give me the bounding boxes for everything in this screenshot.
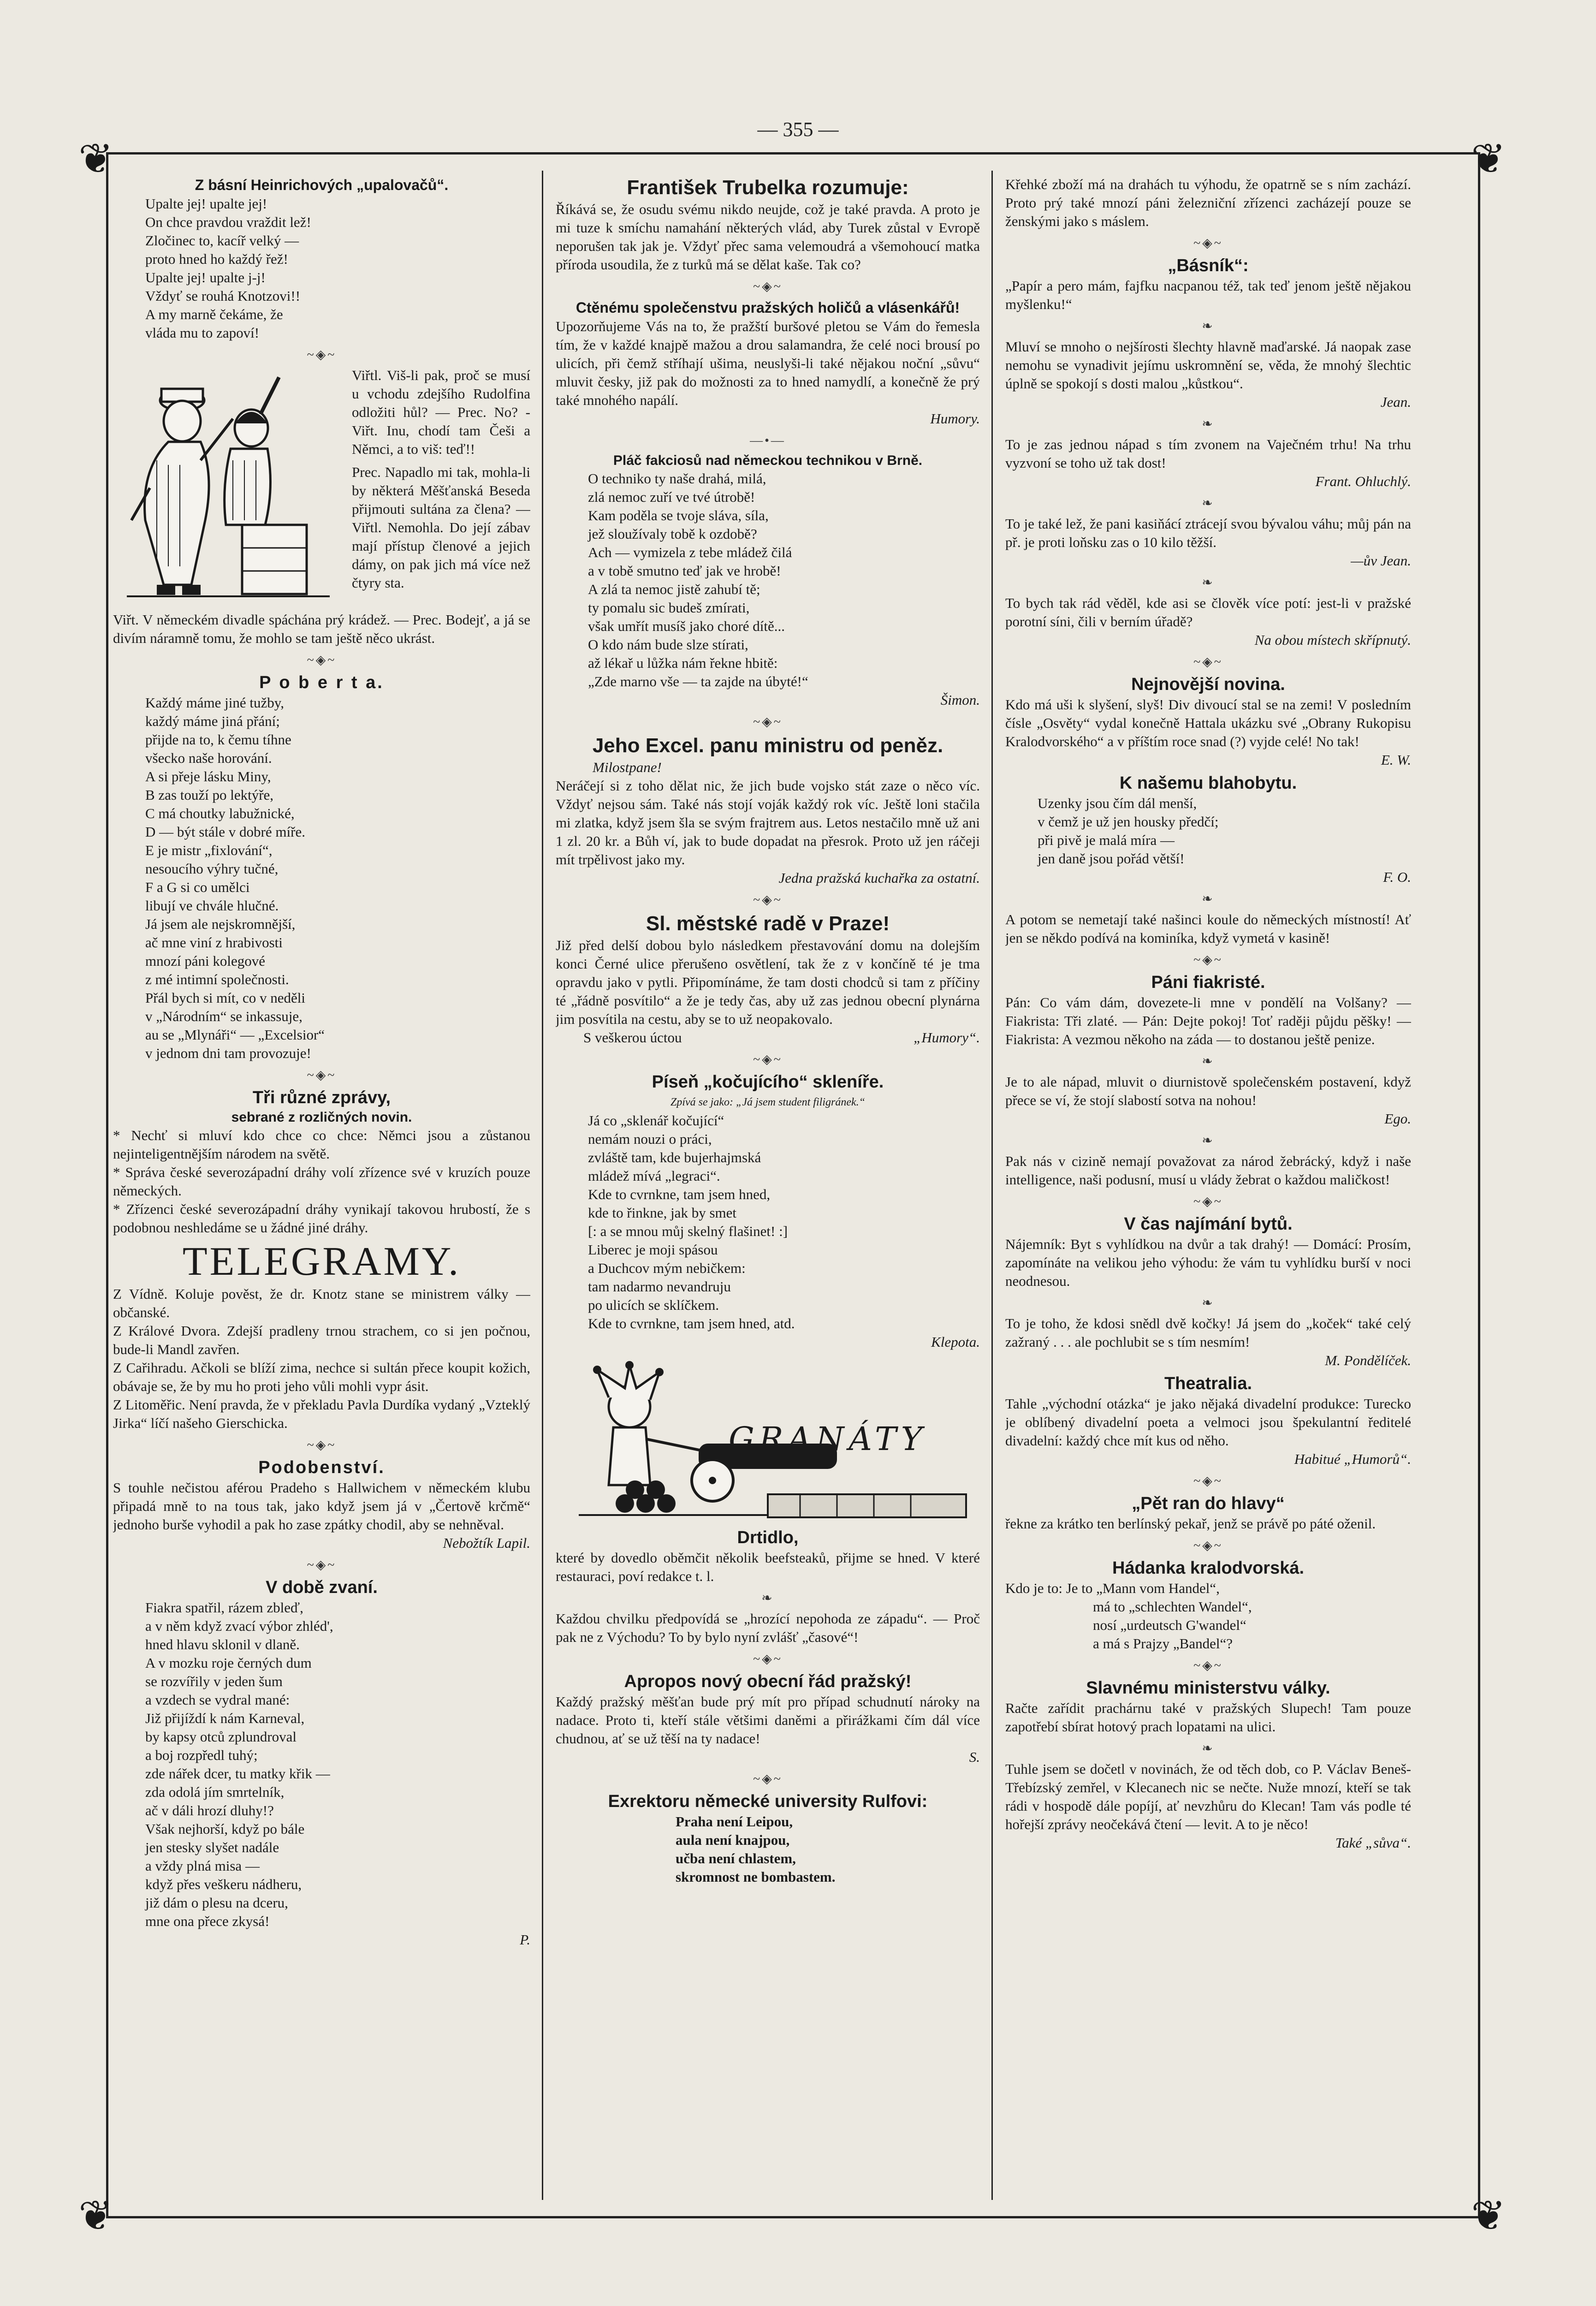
article-excel	[556, 733, 980, 887]
article-signature: E. W.	[1381, 752, 1411, 768]
separator-ornament: ~◈~	[753, 715, 783, 729]
verse-line: Kde to cvrnkne, tam jsem hned,	[588, 1186, 771, 1202]
separator-ornament: ~◈~	[307, 1558, 337, 1572]
article-signature: M. Pondělíček.	[1325, 1352, 1411, 1368]
verse-line: O kdo nám bude slze stírati,	[588, 636, 748, 653]
article-text: Již před delší dobou bylo následkem přestavování domu na dolejším konci Černé ulice přerušeno osvětlení, tak že z v končíně té je tma opravdu jako v pytli. Připomínáme, že tam dosti chodců si tam z příčiny té „řádně posvítilo“ a že je tedy čas, aby už zas jednou obecní plynárna jim posvítila na cestu, aby se to už neopakovalo.	[556, 937, 980, 1027]
article-holicu	[556, 298, 980, 428]
verse-line: nemám nouzi o práci,	[588, 1131, 712, 1147]
article-trubelka	[556, 175, 980, 274]
article-tri-zpravy	[113, 1087, 530, 1237]
separator-ornament: ~◈~	[307, 653, 337, 667]
article-signature: Humory.	[930, 410, 980, 427]
bottom-border-rule	[106, 2216, 1480, 2218]
article-text: Tahle „východní otázka“ je jako nějaká divadelní produkce: Turecko je oblíbený divadelní poeta a velmoci jsou špekulantní ředitelé divadelní: každý chce mít kus od něho.	[1005, 1396, 1411, 1449]
dialogue-paragraph: Viřt. V německém divadle spáchána prý krádež. — Prec. Bodejť, a já se divím náramně tomu, že mohlo se tam ještě něco ukrást.	[113, 612, 530, 646]
verse-line: F a G si co umělci	[145, 879, 250, 895]
separator-ornament: ~◈~	[1193, 1195, 1223, 1209]
separator-ornament: ~◈~	[753, 1772, 783, 1786]
corner-ornament-top-right: ❦	[1471, 135, 1506, 183]
verse-line: a vzdech se vydral mané:	[145, 1692, 290, 1708]
verse-line: se rozvířily v jeden šum	[145, 1673, 283, 1689]
verse-line: D — být stále v dobré míře.	[145, 824, 305, 840]
verse-line: Kdo je to: Je to „Mann vom Handel“,	[1005, 1580, 1220, 1596]
verse-line: libují ve chvále hlučné.	[145, 897, 279, 914]
banner-lettering: GRANÁTY	[728, 1420, 927, 1458]
illustration-two-men	[113, 368, 344, 608]
verse-line: Já jsem ale nejskromnější,	[145, 916, 296, 932]
article-kasinaci	[1005, 515, 1411, 570]
article-nepohoda	[556, 1610, 980, 1646]
article-signature: —ův Jean.	[1351, 553, 1411, 569]
article-byty	[1005, 1213, 1411, 1290]
verse-line: ty pomalu sic budeš zmírati,	[588, 600, 750, 616]
dialogue-paragraph: Viřtl. Viš-li pak, proč se musí u vchodu zdejšího Rudolfina odložiti hůl? — Prec. No? - Viřt. Inu, chodí tam Češi a Němci, a to viš: teď!!	[352, 367, 530, 457]
separator-ornament: ~◈~	[1193, 953, 1223, 967]
article-signature: Frant. Ohluchlý.	[1315, 473, 1411, 489]
article-signature: S.	[969, 1749, 980, 1765]
corner-ornament-bottom-left: ❦	[78, 2192, 113, 2240]
separator-ornament: ❧	[1202, 319, 1215, 333]
article-title: Píseň „kočujícího“ skleníře.	[652, 1072, 884, 1092]
verse-line: B zas touží po lektýře,	[145, 787, 274, 803]
verse-line: E je mistr „fixlování“,	[145, 842, 273, 858]
verse-line: Uzenky jsou čím dál menší,	[1038, 795, 1197, 811]
article-title: Páni fiakristé.	[1151, 973, 1265, 992]
article-title: Slavnému ministerstvu války.	[1086, 1678, 1330, 1698]
verse-line: A zlá ta nemoc jistě zahubí tě;	[588, 581, 760, 597]
article-title: K našemu blahobytu.	[1119, 773, 1297, 793]
telegram-item: Z Cařihradu. Ačkoli se blíží zima, nechce si sultán přece koupit kožich, obávaje se, že by mu ho proti jeho vůli mohli vypr ásit.	[113, 1360, 530, 1394]
separator-ornament: ❧	[1202, 1054, 1215, 1069]
separator-ornament: ~◈~	[307, 1068, 337, 1082]
separator-ornament: ~◈~	[1193, 1474, 1223, 1488]
article-signature: P.	[520, 1932, 530, 1948]
telegram-item: Z Králové Dvora. Zdejší pradleny trnou strachem, co si jen počnou, bude-li Mandl zavřen.	[113, 1323, 530, 1357]
top-border-rule	[106, 152, 1480, 155]
article-koule	[1005, 910, 1411, 947]
verse-line: a má s Prajzy „Bandel“?	[1093, 1635, 1233, 1652]
column-2	[556, 175, 980, 2214]
separator-ornament: ~◈~	[753, 279, 783, 294]
verse-line: Kam poděla se tvoje sláva, síla,	[588, 507, 769, 523]
article-text: „Papír a pero mám, fajfku nacpanou též, tak teď jenom ještě nějakou myšlenku!“	[1005, 278, 1411, 312]
verse-line: každý máme jiná přání;	[145, 713, 280, 729]
article-title: Exrektoru německé university Rulfovi:	[608, 1792, 928, 1811]
column-divider-1	[542, 171, 543, 2200]
article-text: Tuhle jsem se dočetl v novinách, že od těch dob, co P. Václav Beneš-Třebízský zemřel, v Klecanech nic se nečte. Nuže mnozí, kteří se tak rádi v hospodě dále popíjí, ať nevzhůru do Klecan! Tam vás podle té hořejší zprávy neočekává čtení — levit. A to je něco!	[1005, 1761, 1411, 1832]
telegram-item: Z Litoměřic. Není pravda, že v překladu Pavla Durdíka vydaný „Vzteklý Jirka“ líčí našeho Gierschicka.	[113, 1397, 530, 1431]
separator-ornament: ~◈~	[1193, 655, 1223, 669]
article-text: To je také lež, že pani kasiňácí ztrácejí svou bývalou váhu; můj pán na př. je proti loňsku zas o 10 kilo těžší.	[1005, 516, 1411, 550]
verse-line: v čemž je už jen housky předčí;	[1038, 814, 1219, 830]
article-signature-row	[556, 1028, 980, 1047]
verse-line: učba není chlastem,	[676, 1850, 796, 1866]
article-title: „Básník“:	[1168, 256, 1249, 275]
article-text: To je zas jednou nápad s tím zvonem na Vaječném trhu! Na trhu vyzvoní se toho už tak dost!	[1005, 436, 1411, 471]
article-signature: Nebožtík Lapil.	[443, 1535, 530, 1551]
article-pisen-sklenare	[556, 1071, 980, 1351]
article-title: Apropos nový obecní řád pražský!	[624, 1672, 912, 1691]
verse-line: C má choutky labužnické,	[145, 805, 295, 821]
verse-line: proto hned ho každý řež!	[145, 251, 288, 267]
article-zebrak	[1005, 1152, 1411, 1189]
article-diurnista	[1005, 1073, 1411, 1128]
verse-line: jen stesky slyšet nadále	[145, 1839, 279, 1855]
article-poberta	[113, 672, 530, 1063]
verse-line: zda odolá jím smrtelník,	[145, 1784, 285, 1800]
verse-line: A v mozku roje černých dum	[145, 1655, 312, 1671]
article-signature: Habitué „Humorů“.	[1294, 1451, 1411, 1467]
article-title: Sl. městské radě v Praze!	[646, 912, 890, 935]
verse-line: A si přeje lásku Miny,	[145, 768, 271, 785]
verse-line: kde to řinkne, jak by smet	[588, 1205, 736, 1221]
verse-line: On chce pravdou vraždit lež!	[145, 214, 311, 230]
closing-salutation: S veškerou úctou	[583, 1029, 682, 1046]
article-text: Každou chvilku předpovídá se „hrozící nepohoda ze západu“. — Proč pak ne z Východu? To by bylo nyní zvlášť „časové“!	[556, 1611, 980, 1645]
article-dialogues	[113, 366, 530, 648]
verse-line: když přes veškeru nádheru,	[145, 1876, 302, 1892]
separator-ornament: ~◈~	[307, 348, 337, 362]
article-text: Pán: Co vám dám, dovezete-li mne v pondělí na Volšany? — Fiakrista: Tři zlaté. — Pán: Dejte pokoj! Toť raději půjdu pěšky! — Fiakrista: A vezmou někoho na záda — to dostanou ještě penize.	[1005, 994, 1411, 1047]
separator-ornament: ~◈~	[1193, 1539, 1223, 1553]
article-title: P o b e r t a.	[259, 673, 384, 692]
article-text: řekne za krátko ten berlínský pekař, jenž se právě po páté oženil.	[1005, 1516, 1376, 1532]
article-hadanka	[1005, 1557, 1411, 1653]
verse-line: vláda mu to zapoví!	[145, 325, 260, 341]
verse-line: z mé intimní společnosti.	[145, 971, 289, 987]
article-text: které by dovedlo oběmčit několik beefsteaků, přijme se hned. V které restauraci, poví redakce t. l.	[556, 1550, 980, 1584]
verse-line: Však nejhorší, když po bále	[145, 1821, 305, 1837]
article-exrektoru	[556, 1790, 980, 1886]
article-theatralia	[1005, 1373, 1411, 1468]
verse-line: a v něm když zvací výbor zhléd',	[145, 1618, 333, 1634]
verse-line: by kapsy otců zplundroval	[145, 1729, 297, 1745]
verse-line: jen daně jsou pořád větší!	[1038, 850, 1185, 867]
article-title: „Pět ran do hlavy“	[1132, 1494, 1285, 1513]
article-upalovacu	[113, 175, 530, 342]
corner-ornament-top-left: ❦	[78, 135, 113, 183]
article-kocky	[1005, 1314, 1411, 1370]
article-text: To bych tak rád věděl, kde asi se člověk více potí: jest-li v pražské porotní síni, čili v berním úřadě?	[1005, 595, 1411, 630]
news-item: * Nechť si mluví kdo chce co chce: Němci jsou a zůstanou nejinteligentnějším národem na světě.	[113, 1127, 530, 1162]
article-drtidlo	[556, 1527, 980, 1586]
verse-line: Já co „sklenář kočující“	[588, 1112, 724, 1129]
article-mestske-rade	[556, 911, 980, 1047]
verse-line: a Duchcov mým nebičkem:	[588, 1260, 746, 1276]
verse-line: v jednom dni tam provozuje!	[145, 1045, 311, 1061]
verse-line: jež sloužívaly tobě k ozdobě?	[588, 526, 757, 542]
article-signature: F. O.	[1383, 869, 1411, 885]
article-v-dobe-zvani	[113, 1576, 530, 1949]
article-signature: Na obou místech skřípnutý.	[1254, 632, 1411, 648]
article-ministerstvu	[1005, 1677, 1411, 1736]
verse-line: hned hlavu sklonil v dlaně.	[145, 1636, 300, 1652]
article-title: Z básní Heinrichových „upalovačů“.	[195, 177, 449, 193]
separator-ornament: ❧	[1202, 1741, 1215, 1756]
verse-line: aula není knajpou,	[676, 1832, 790, 1848]
verse-line: zlá nemoc zuří ve tvé útrobě!	[588, 489, 755, 505]
dialogue-paragraph: Prec. Napadlo mi tak, mohla-li by některá Měšťanská Beseda přijmouti sultána za člena? — Viřtl. Nemohla. Do její zábav mají přístup členové a jejich dámy, on pak jich má více než čtyry sta.	[352, 464, 530, 591]
verse-line: nesoucího výhry tučné,	[145, 861, 279, 877]
article-title: Theatralia.	[1164, 1374, 1252, 1393]
news-item: * Správa české severozápadní dráhy volí zřízence své v kruzích pouze německých.	[113, 1164, 530, 1199]
article-title: Drtidlo,	[737, 1528, 799, 1547]
article-salute: Milostpane!	[593, 759, 662, 775]
article-title: Ctěnému společenstvu pražských holičů a vlásenkářů!	[576, 299, 960, 316]
article-text: Upozorňujeme Vás na to, že pražští buršové pletou se Vám do řemesla tím, že v každé knajpě mažou a drou salamandra, že celé noci brousí po ulicích, při čemž stříhají ušima, neuslyši-li také nějakou noční „sůvu“ mluvit česky, již pak do možnosti za to hned namydlí, a konečně že prý také mnohého napálí.	[556, 318, 980, 408]
article-text: Pak nás v cizině nemají považovat za národ žebrácký, když i naše intelligence, naši podusní, musí u vlády žebrat o každou maličkost!	[1005, 1153, 1411, 1188]
verse-line: Upalte jej! upalte jej!	[145, 196, 267, 212]
separator-ornament: ~◈~	[753, 1652, 783, 1666]
article-text: Říkává se, že osudu svému nikdo neujde, což je také pravda. A proto je mi tuze k smíchu namahání některých vlád, aby Turek zůstal v Evropě neporušen tak jak je. Vždyť přec sama velemoudrá a všemohoucí matka příroda usoudila, že z turků má se dělat kaše. Tak co?	[556, 201, 980, 273]
verse-line: Již přijíždí k nám Karneval,	[145, 1710, 305, 1726]
separator-ornament: ❧	[1202, 892, 1215, 906]
article-krehke-zbozi	[1005, 175, 1411, 231]
separator-ornament: ❧	[1202, 496, 1215, 511]
column-divider-2	[991, 171, 993, 2200]
verse-line: v „Národním“ se inkassuje,	[145, 1008, 303, 1024]
verse-line: až lékař u lůžka nám řekne hbitě:	[588, 655, 778, 671]
article-text: Neráčejí si z toho dělat nic, že jich bude vojsko stát zaze o něco víc. Vždyť nejsou sám. Také nás stojí voják každý rok víc. Ještě loni stačila mi zlatka, když jsem šla se svým frajtrem aus. Letos nestačilo mně už ani 1 zl. 20 kr. a Bůh ví, jak to bude dopadat na přesrok. Proto už jen ráčeji mít trpělivost jako my.	[556, 778, 980, 868]
article-title: František Trubelka rozumuje:	[627, 176, 909, 199]
verse-line: mne ona přece zkysá!	[145, 1913, 270, 1929]
separator-ornament: ~◈~	[753, 893, 783, 907]
verse-line: zvláště tam, kde bujerhajmská	[588, 1149, 761, 1165]
article-telegramy	[113, 1240, 530, 1432]
verse-line: a vždy plná misa —	[145, 1858, 260, 1874]
verse-line: Upalte jej! upalte j-j!	[145, 269, 266, 285]
verse-line: při pivě je malá míra —	[1038, 832, 1175, 848]
article-signature: Ego.	[1384, 1111, 1411, 1127]
verse-line: tam nadarmo nevandruju	[588, 1278, 731, 1295]
separator-ornament: ~◈~	[753, 1052, 783, 1067]
verse-line: au se „Mlynáři“ — „Excelsior“	[145, 1027, 325, 1043]
left-border-rule	[106, 152, 108, 2218]
right-border-rule	[1478, 152, 1480, 2218]
verse-line: všecko naše horování.	[145, 750, 272, 766]
article-pet-ran	[1005, 1492, 1411, 1533]
verse-line: Vždyť se rouhá Knotzovi!!	[145, 288, 301, 304]
article-text: A potom se nemetají také našinci koule do německých místností! Ať jen se někdo podívá na kominíka, když vymetá v kasině!	[1005, 911, 1411, 946]
article-fiakriste	[1005, 971, 1411, 1049]
article-title: Pláč fakciosů nad německou technikou v Brně.	[613, 453, 923, 468]
article-poti	[1005, 594, 1411, 649]
verse-line: Fiakra spatřil, rázem zbleď,	[145, 1599, 303, 1616]
verse-line: Liberec je moji spásou	[588, 1242, 718, 1258]
page-number: — 355 —	[757, 118, 839, 141]
separator-ornament: ❧	[1202, 576, 1215, 590]
article-signature: Také „sůva“.	[1335, 1835, 1411, 1851]
verse-line: má to „schlechten Wandel“,	[1093, 1599, 1252, 1615]
article-text: Mluví se mnoho o nejšírosti šlechty hlavně maďarské. Já naopak zase nemohu se vynadivit jejímu uskromnění se, věda, že mnohý šlechtic úplně se spokojí s dosti malou „kůstkou“.	[1005, 339, 1411, 392]
verse-line: ač mne viní z hrabivosti	[145, 934, 283, 951]
article-text: Křehké zboží má na drahách tu výhodu, že opatrně se s ním zachází. Proto prý také mnozí páni železniční zřízenci zacházejí pouze se ženskými jako s máslem.	[1005, 176, 1411, 229]
verse-line: „Zde marno vše — ta zajde na úbyté!“	[588, 673, 808, 689]
verse-line: ač v dáli hrozí dluhy!?	[145, 1802, 274, 1819]
article-title: TELEGRAMY.	[182, 1239, 461, 1284]
verse-line: však umřít musíš jako choré dítě...	[588, 618, 785, 634]
verse-line: Každý máme jiné tužby,	[145, 695, 284, 711]
verse-line: [: a se mnou můj skelný flašinet! :]	[588, 1223, 788, 1239]
verse-line: O techniko ty naše drahá, milá,	[588, 470, 766, 487]
article-text: Nájemník: Byt s vyhlídkou na dvůr a tak drahý! — Domácí: Prosím, zapomínáte na velikou jeho výhodu: že vám tu vyhlídku burší v noci neodnesou.	[1005, 1236, 1411, 1289]
verse-line: přijde na to, k čemu tíhne	[145, 731, 291, 748]
article-signature: Jean.	[1380, 394, 1411, 410]
article-title: Podobenství.	[258, 1458, 385, 1477]
separator-ornament: ~◈~	[307, 1438, 337, 1452]
article-text: Kdo má uši k slyšení, slyš! Div divoucí stal se na zemi! V posledním čísle „Osvěty“ vydal konečně Hattala ukázku své „Obrany Rukopisu Kralodvorského“ a v příštím roce snad (?) vyjde celé! No tak!	[1005, 696, 1411, 749]
article-text: To je toho, že kdosi snědl dvě kočky! Já jsem do „koček“ také celý zažraný . . . ale pochlubit se s tím nesmím!	[1005, 1315, 1411, 1350]
article-text: S touhle nečistou aférou Pradeho s Hallwichem v německém klubu připadá mně to na tous tak, jako když jsem já v „Čertově krčmě“ jednoho burše vyhodil a pak ho zase zpátky chodil, aby se nehněval.	[113, 1480, 530, 1533]
article-blahobyt	[1005, 772, 1411, 886]
article-title: Tři různé zprávy,	[252, 1088, 391, 1107]
verse-line: zde nářek dcer, tu matky křik —	[145, 1765, 330, 1782]
article-title: Hádanka kralodvorská.	[1112, 1558, 1305, 1578]
article-plac-fakciosu	[556, 452, 980, 709]
verse-line: a v tobě smutno teď jak ve hrobě!	[588, 563, 781, 579]
separator-ornament: —•—	[750, 434, 786, 448]
article-title: V době zvaní.	[266, 1578, 378, 1597]
article-signature: Šimon.	[940, 692, 980, 708]
article-text: Je to ale nápad, mluvit o diurnistově společenském postavení, když přece se ví, že stojí slabostí sotva na nohou!	[1005, 1074, 1411, 1108]
verse-line: Ach — vymizela z tebe mládež čilá	[588, 544, 792, 560]
column-1	[113, 175, 530, 2214]
separator-ornament: ❧	[1202, 417, 1215, 431]
corner-ornament-bottom-right: ❦	[1471, 2192, 1506, 2240]
telegram-item: Z Vídně. Koluje pověst, že dr. Knotz stane se ministrem války — občanské.	[113, 1286, 530, 1320]
article-apropos	[556, 1670, 980, 1766]
article-podobenstvi	[113, 1456, 530, 1552]
article-signature: „Humory“.	[914, 1029, 980, 1046]
separator-ornament: ❧	[761, 1591, 774, 1605]
separator-ornament: ❧	[1202, 1296, 1215, 1310]
verse-line: A my marně čekáme, že	[145, 306, 283, 322]
verse-line: Kde to cvrnkne, tam jsem hned, atd.	[588, 1315, 795, 1331]
article-subtitle: sebrané z rozličných novin.	[231, 1110, 412, 1125]
separator-ornament: ~◈~	[1193, 1658, 1223, 1673]
article-slechta	[1005, 338, 1411, 411]
article-signature: Jedna pražská kuchařka za ostatní.	[778, 870, 980, 886]
verse-line: Přál bych si mít, co v neděli	[145, 990, 305, 1006]
verse-line: nosí „urdeutsch G'wandel“	[1093, 1617, 1246, 1633]
article-nejnovejsi	[1005, 673, 1411, 769]
article-signature: Klepota.	[931, 1334, 980, 1350]
verse-line: již dám o plesu na dceru,	[145, 1895, 288, 1911]
article-subtitle: Zpívá se jako: „Já jsem student filigránek.“	[670, 1096, 865, 1108]
verse-line: skromnost ne bombastem.	[676, 1869, 836, 1885]
news-item: * Zřízenci české severozápadní dráhy vynikají takovou hrubostí, že s podobnou neshledáme se u žádné jiné dráhy.	[113, 1201, 530, 1236]
article-title: V čas najímání bytů.	[1124, 1214, 1293, 1234]
column-3	[1005, 175, 1411, 2214]
verse-line: a boj rozpředl tuhý;	[145, 1747, 258, 1763]
separator-ornament: ~◈~	[1193, 236, 1223, 250]
verse-line: Zločinec to, kacíř velký —	[145, 232, 299, 249]
article-title: Nejnovější novina.	[1131, 675, 1285, 694]
verse-line: mládež mívá „legraci“.	[588, 1168, 720, 1184]
article-basnik	[1005, 255, 1411, 314]
verse-line: mnozí páni kolegové	[145, 953, 265, 969]
separator-ornament: ❧	[1202, 1134, 1215, 1148]
article-zvon	[1005, 435, 1411, 491]
article-text: Každý pražský měšťan bude prý mít pro případ schudnutí nároky na nadace. Proto ti, kteří stále většimi daněmi a přirážkami čím dál více chudnou, ať se už těší na ty nadace!	[556, 1694, 980, 1747]
verse-line: Praha není Leipou,	[676, 1813, 793, 1830]
verse-line: po ulicích se sklíčkem.	[588, 1297, 719, 1313]
article-title: Jeho Excel. panu ministru od peněz.	[592, 734, 943, 757]
article-klecany	[1005, 1760, 1411, 1852]
article-text: Račte zařídit prachárnu také v pražských Slupech! Tam pouze zapotřebí sbírat hotový prach lopatami na ulici.	[1005, 1700, 1411, 1735]
